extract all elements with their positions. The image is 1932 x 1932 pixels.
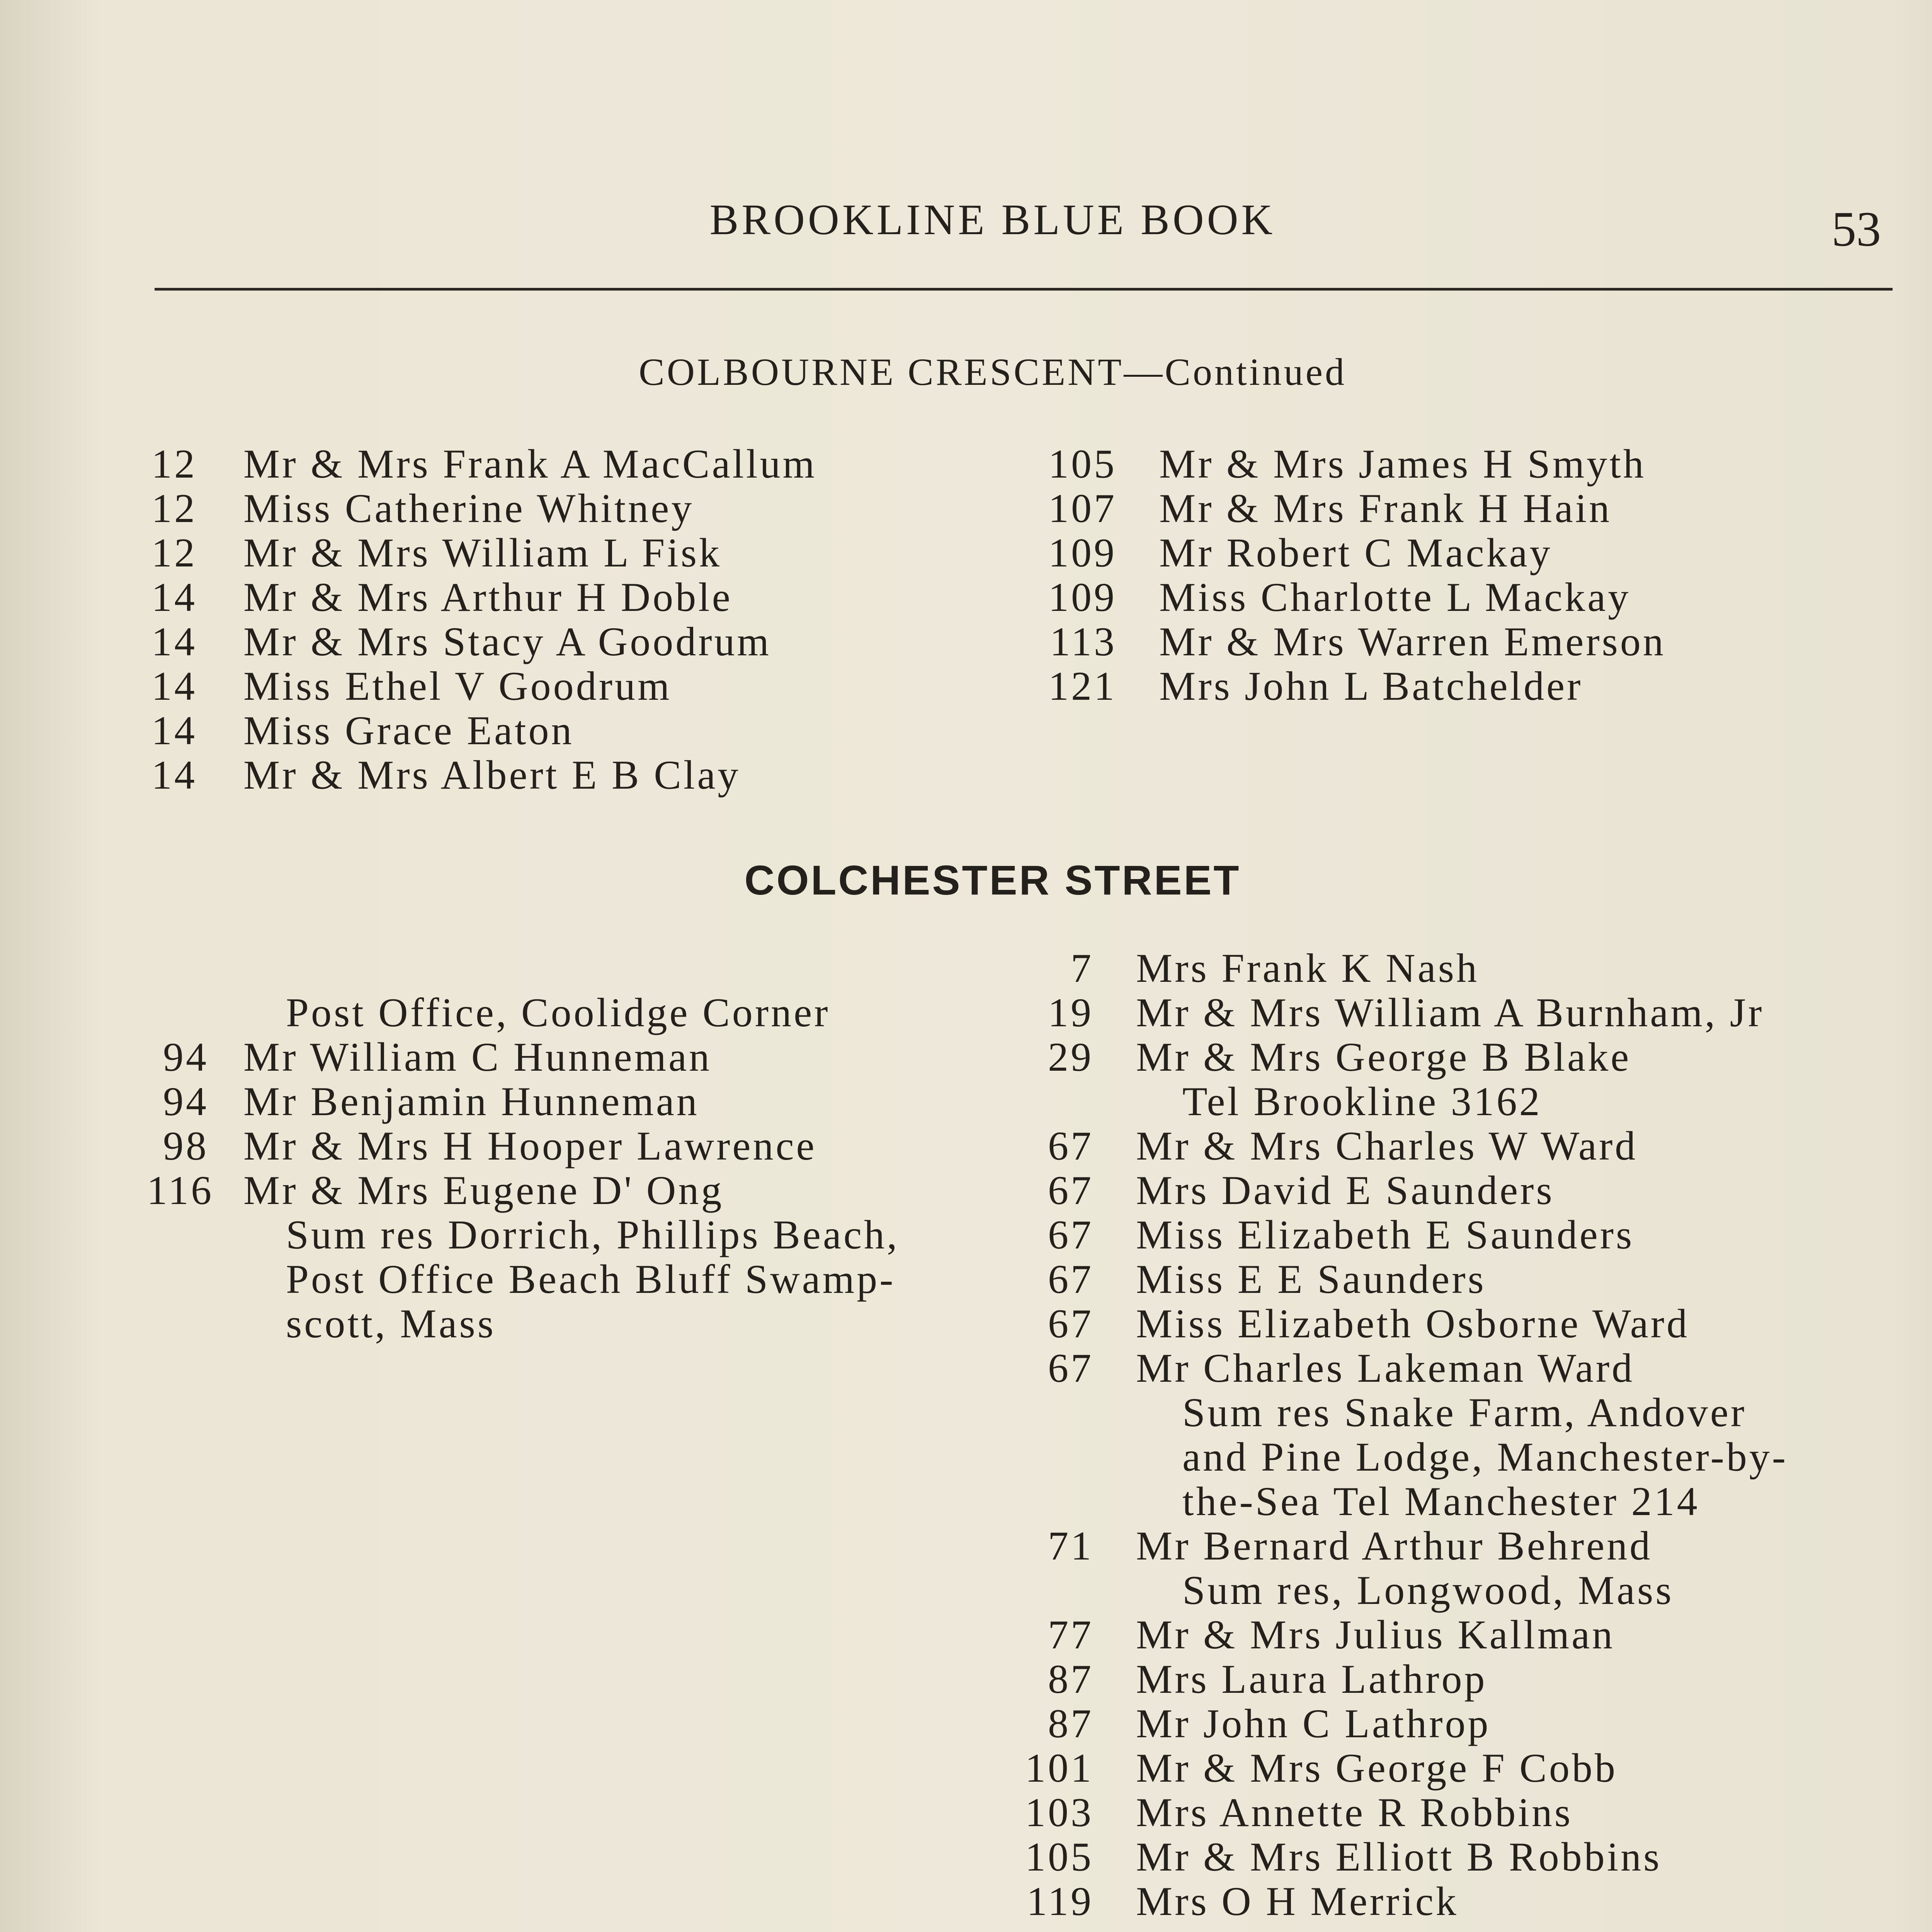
directory-entry [1020, 618, 1901, 663]
resident-name: Mr & Mrs Warren Emerson [1159, 619, 1666, 664]
house-number: 113 [1049, 619, 1117, 664]
colchester-right-column [1020, 945, 1909, 1922]
directory-entry [147, 1034, 1016, 1078]
directory-entry [1020, 1522, 1909, 1567]
directory-entry [1020, 1122, 1909, 1167]
header-divider [155, 288, 1893, 291]
directory-entry [1020, 1345, 1909, 1389]
resident-name: Mr & Mrs James H Smyth [1159, 441, 1646, 486]
entry-continuation: Sum res, Longwood, Mass [1182, 1568, 1674, 1613]
directory-entry [1020, 1611, 1909, 1656]
house-number: 105 [1025, 1834, 1094, 1879]
directory-entry [1020, 1167, 1909, 1211]
directory-entry [1020, 1034, 1909, 1078]
resident-name: Mrs David E Saunders [1136, 1168, 1554, 1213]
house-number: 119 [1026, 1879, 1094, 1924]
house-number: 29 [1048, 1034, 1094, 1080]
resident-name: Mr & Mrs William L Fisk [243, 530, 722, 575]
entry-continuation: Post Office Beach Bluff Swamp- [286, 1257, 896, 1302]
house-number: 101 [1025, 1745, 1094, 1791]
house-number: 12 [151, 530, 197, 575]
resident-name: Mrs John L Batchelder [1159, 663, 1583, 709]
house-number: 12 [151, 486, 197, 531]
house-number: 87 [1048, 1701, 1094, 1746]
directory-entry [1020, 1833, 1909, 1878]
resident-name: Miss Ethel V Goodrum [243, 663, 672, 709]
house-number: 105 [1048, 441, 1117, 486]
resident-name: Mr Charles Lakeman Ward [1136, 1345, 1635, 1391]
entry-continuation: Sum res Snake Farm, Andover [1182, 1390, 1747, 1435]
directory-entry [147, 1078, 1016, 1122]
colchester-left-column [147, 989, 1016, 1345]
page-number: 53 [1832, 202, 1881, 257]
directory-entry [1020, 440, 1901, 485]
entry-continuation: scott, Mass [286, 1301, 496, 1346]
directory-entry [147, 1167, 1016, 1211]
resident-name: Mrs O H Merrick [1136, 1879, 1459, 1924]
house-number: 87 [1048, 1656, 1094, 1702]
directory-entry [147, 1122, 1016, 1167]
resident-name: Mr & Mrs William A Burnham, Jr [1136, 990, 1764, 1035]
resident-name: Mr & Mrs H Hooper Lawrence [243, 1123, 817, 1168]
resident-name: Mr & Mrs Arthur H Doble [243, 575, 733, 620]
house-number: 77 [1048, 1612, 1094, 1657]
directory-entry [1020, 1745, 1909, 1789]
house-number: 19 [1048, 990, 1094, 1035]
resident-name: Miss E E Saunders [1136, 1257, 1486, 1302]
house-number: 14 [151, 752, 197, 798]
section-heading-colbourne: COLBOURNE CRESCENT—Continued [639, 350, 1347, 393]
directory-entry [1020, 485, 1901, 529]
house-number: 14 [151, 708, 197, 753]
resident-name: Miss Elizabeth Osborne Ward [1136, 1301, 1690, 1346]
directory-entry [147, 618, 1016, 663]
directory-entry [1020, 1256, 1909, 1300]
house-number: 14 [151, 663, 197, 709]
house-number: 67 [1048, 1345, 1094, 1391]
house-number: 109 [1048, 530, 1117, 575]
resident-name: Miss Elizabeth E Saunders [1136, 1212, 1634, 1257]
resident-name: Mrs Laura Lathrop [1136, 1656, 1487, 1702]
house-number: 116 [147, 1168, 214, 1213]
page-header-title: BROOKLINE BLUE BOOK [709, 196, 1276, 244]
resident-name: Mrs Annette R Robbins [1136, 1790, 1573, 1835]
resident-name: Mr & Mrs Eugene D' Ong [243, 1168, 724, 1213]
entry-continuation: Sum res Dorrich, Phillips Beach, [286, 1212, 900, 1257]
house-number: 67 [1048, 1301, 1094, 1346]
resident-name: Mr & Mrs Albert E B Clay [243, 752, 741, 798]
resident-name: Mr Bernard Arthur Behrend [1136, 1523, 1653, 1568]
directory-entry [147, 663, 1016, 707]
colbourne-right-column [1020, 440, 1901, 707]
house-number: 109 [1048, 575, 1117, 620]
resident-name: Mr Robert C Mackay [1159, 530, 1553, 575]
directory-entry [147, 485, 1016, 529]
directory-entry [1020, 1789, 1909, 1833]
house-number: 67 [1048, 1212, 1094, 1257]
resident-name: Mr & Mrs Frank H Hain [1159, 486, 1612, 531]
directory-entry [1020, 574, 1901, 618]
house-number: 67 [1048, 1123, 1094, 1168]
directory-entry [147, 574, 1016, 618]
directory-entry [1020, 1389, 1909, 1434]
directory-entry [1020, 1878, 1909, 1922]
post-office-line: Post Office, Coolidge Corner [286, 990, 830, 1035]
directory-entry [147, 529, 1016, 574]
resident-name: Mr & Mrs Charles W Ward [1136, 1123, 1638, 1168]
resident-name: Miss Grace Eaton [243, 708, 574, 753]
directory-entry [1020, 945, 1909, 989]
resident-name: Mr & Mrs George B Blake [1136, 1034, 1631, 1080]
house-number: 12 [151, 441, 197, 486]
resident-name: Mr John C Lathrop [1136, 1701, 1491, 1746]
house-number: 94 [163, 1079, 209, 1124]
resident-name: Mr William C Hunneman [243, 1034, 712, 1080]
resident-name: Mr Benjamin Hunneman [243, 1079, 699, 1124]
house-number: 14 [151, 619, 197, 664]
directory-entry [1020, 663, 1901, 707]
colbourne-left-column [147, 440, 1016, 796]
house-number: 67 [1048, 1168, 1094, 1213]
directory-entry [1020, 1567, 1909, 1611]
house-number: 94 [163, 1034, 209, 1080]
directory-entry [147, 440, 1016, 485]
resident-name: Mr & Mrs Julius Kallman [1136, 1612, 1615, 1657]
resident-name: Mrs Frank K Nash [1136, 946, 1479, 991]
entry-continuation: and Pine Lodge, Manchester-by- [1182, 1434, 1788, 1480]
directory-entry [147, 707, 1016, 752]
section-heading-colchester: COLCHESTER STREET [744, 857, 1241, 903]
resident-name: Mr & Mrs George F Cobb [1136, 1745, 1617, 1791]
house-number: 103 [1025, 1790, 1094, 1835]
resident-name: Miss Catherine Whitney [243, 486, 694, 531]
directory-entry [1020, 989, 1909, 1034]
house-number: 107 [1048, 486, 1117, 531]
entry-continuation: Tel Brookline 3162 [1182, 1079, 1542, 1124]
directory-entry [1020, 529, 1901, 574]
resident-name: Miss Charlotte L Mackay [1159, 575, 1631, 620]
directory-entry [1020, 1300, 1909, 1345]
directory-entry [1020, 1211, 1909, 1256]
resident-name: Mr & Mrs Elliott B Robbins [1136, 1834, 1662, 1879]
house-number: 121 [1048, 663, 1117, 709]
resident-name: Mr & Mrs Frank A MacCallum [243, 441, 817, 486]
entry-continuation: the-Sea Tel Manchester 214 [1182, 1479, 1700, 1524]
directory-entry [1020, 1700, 1909, 1745]
directory-entry [1020, 1656, 1909, 1700]
resident-name: Mr & Mrs Stacy A Goodrum [243, 619, 771, 664]
house-number: 98 [163, 1123, 209, 1168]
house-number: 71 [1048, 1523, 1094, 1568]
directory-entry [1020, 1434, 1909, 1478]
directory-entry [1020, 1078, 1909, 1122]
directory-entry [147, 752, 1016, 796]
directory-entry [1020, 1478, 1909, 1522]
house-number: 67 [1048, 1257, 1094, 1302]
house-number: 14 [151, 575, 197, 620]
house-number: 7 [1071, 946, 1094, 991]
